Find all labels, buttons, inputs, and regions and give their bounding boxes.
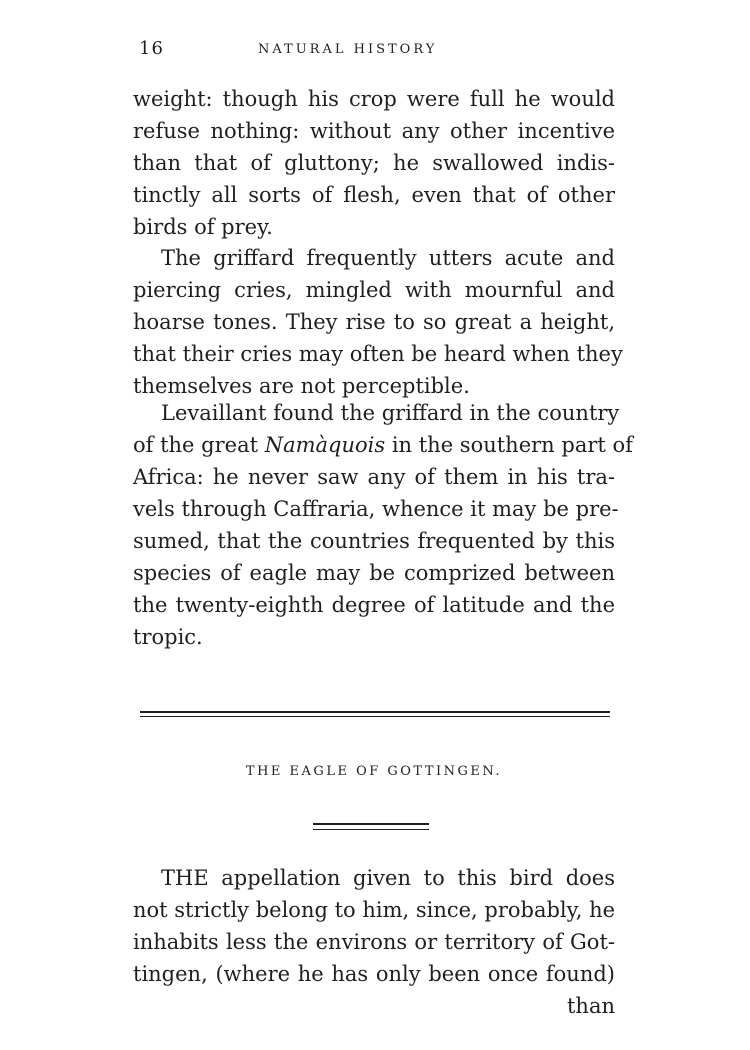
text-line: The griffard frequently utters acute and	[161, 246, 615, 270]
text-line: THE appellation given to this bird does	[161, 866, 615, 890]
paragraph-levaillant	[133, 397, 633, 653]
text-line: tinctly all sorts of flesh, even that of other	[133, 183, 615, 207]
italic-place-name: Namàquois	[264, 433, 386, 457]
text-line: tropic.	[133, 625, 203, 649]
running-head	[133, 38, 613, 62]
section-divider-rule-thin	[140, 716, 610, 717]
text-line: not strictly belong to him, since, probably, he	[133, 898, 616, 922]
text-line: Africa: he never saw any of them in his tra-	[133, 465, 615, 489]
text-line: that their cries may often be heard when they	[133, 342, 623, 366]
text-line	[133, 429, 633, 461]
text-line: vels through Caffraria, whence it may be pre-	[133, 497, 619, 521]
text-line: refuse nothing: without any other incentive	[133, 119, 615, 143]
section-divider-rule	[140, 711, 610, 713]
text-line: sumed, that the countries frequented by this	[133, 529, 615, 553]
catchword: than	[566, 994, 615, 1018]
text-line: the twenty-eighth degree of latitude and the	[133, 593, 615, 617]
heading-ornament-rule-thin	[313, 829, 429, 830]
text-line: than that of gluttony; he swallowed indis-	[133, 151, 615, 175]
text-line: themselves are not perceptible.	[133, 374, 470, 398]
text-span: in the southern part of	[385, 433, 633, 457]
text-line: tingen, (where he has only been once found)	[133, 962, 615, 986]
text-line: species of eagle may be comprized between	[133, 561, 615, 585]
text-line: inhabits less the environs or territory of Got-	[133, 930, 615, 954]
heading-ornament-rule	[313, 823, 429, 825]
text-line: hoarse tones. They rise to so great a height,	[133, 310, 615, 334]
text-line: Levaillant found the griffard in the country	[161, 401, 620, 425]
running-title: NATURAL HISTORY	[258, 42, 438, 57]
text-line: birds of prey.	[133, 215, 273, 239]
section-heading: THE EAGLE OF GOTTINGEN.	[245, 764, 503, 779]
page-number: 16	[139, 38, 164, 59]
paragraph-griffard-cries	[133, 242, 623, 402]
section-paragraph	[133, 862, 615, 1022]
paragraph-continuation	[133, 83, 615, 243]
text-line: piercing cries, mingled with mournful and	[133, 278, 615, 302]
text-span: of the great	[133, 433, 265, 457]
text-line: weight: though his crop were full he would	[133, 87, 615, 111]
